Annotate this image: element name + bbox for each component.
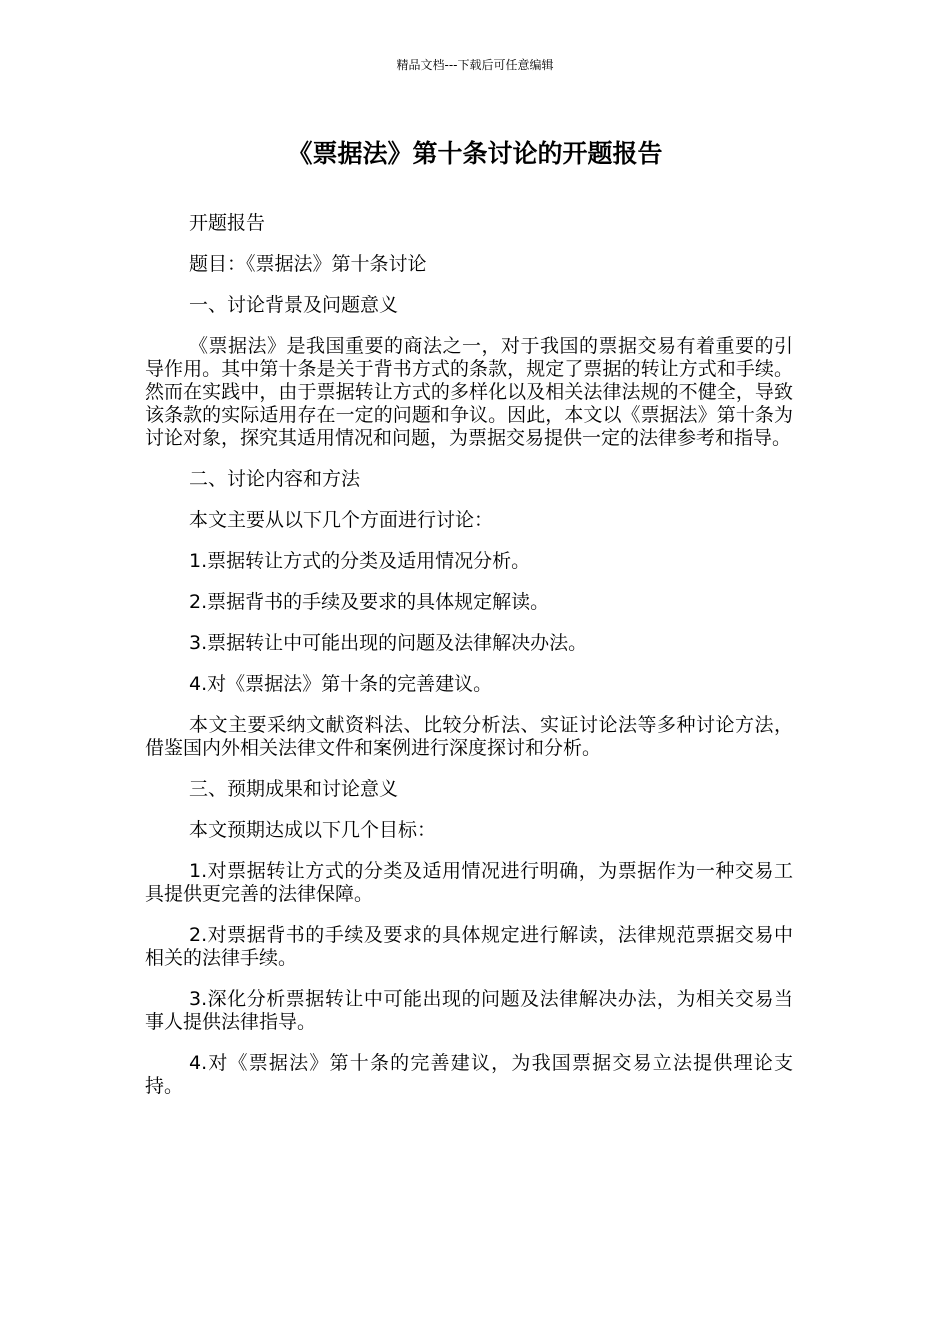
goals-intro: 本文预期达成以下几个目标：: [189, 819, 437, 841]
method-paragraph: 本文主要采纳文献资料法、比较分析法、实证讨论法等多种讨论方法，借鉴国内外相关法律文件和案例进行深度探讨和分析。: [145, 714, 793, 759]
document-body: [145, 212, 793, 1116]
topic-line: 题目：《票据法》第十条讨论: [189, 253, 427, 275]
report-label: 开题报告: [189, 212, 266, 234]
goal-item: 2.对票据背书的手续及要求的具体规定进行解读，法律规范票据交易中相关的法律手续。: [145, 924, 793, 969]
content-item: 3.票据转让中可能出现的问题及法律解决办法。: [189, 632, 588, 654]
document-title: 《票据法》第十条讨论的开题报告: [287, 139, 663, 168]
goal-item: 1.对票据转让方式的分类及适用情况进行明确，为票据作为一种交易工具提供更完善的法律保障。: [145, 860, 793, 905]
section-heading-expected-results: 三、预期成果和讨论意义: [189, 778, 399, 800]
section-heading-content-method: 二、讨论内容和方法: [189, 468, 361, 490]
content-intro: 本文主要从以下几个方面进行讨论：: [189, 509, 494, 531]
background-paragraph: 《票据法》是我国重要的商法之一，对于我国的票据交易有着重要的引导作用。其中第十条是关于背书方式的条款，规定了票据的转让方式和手续。然而在实践中，由于票据转让方式的多样化以及相关法律法规的不健全，导致该条款的实际适用存在一定的问题和争议。因此，本文以《票据法》第十条为讨论对象，探究其适用情况和问题，为票据交易提供一定的法律参考和指导。: [145, 335, 793, 449]
section-heading-background: 一、讨论背景及问题意义: [189, 294, 399, 316]
goal-item: 4.对《票据法》第十条的完善建议，为我国票据交易立法提供理论支持。: [145, 1052, 793, 1097]
header-note: 精品文档---下载后可任意编辑: [396, 58, 554, 72]
content-item: 2.票据背书的手续及要求的具体规定解读。: [189, 591, 550, 613]
content-item: 1.票据转让方式的分类及适用情况分析。: [189, 550, 531, 572]
goal-item: 3.深化分析票据转让中可能出现的问题及法律解决办法，为相关交易当事人提供法律指导。: [145, 988, 793, 1033]
content-item: 4.对《票据法》第十条的完善建议。: [189, 673, 493, 695]
